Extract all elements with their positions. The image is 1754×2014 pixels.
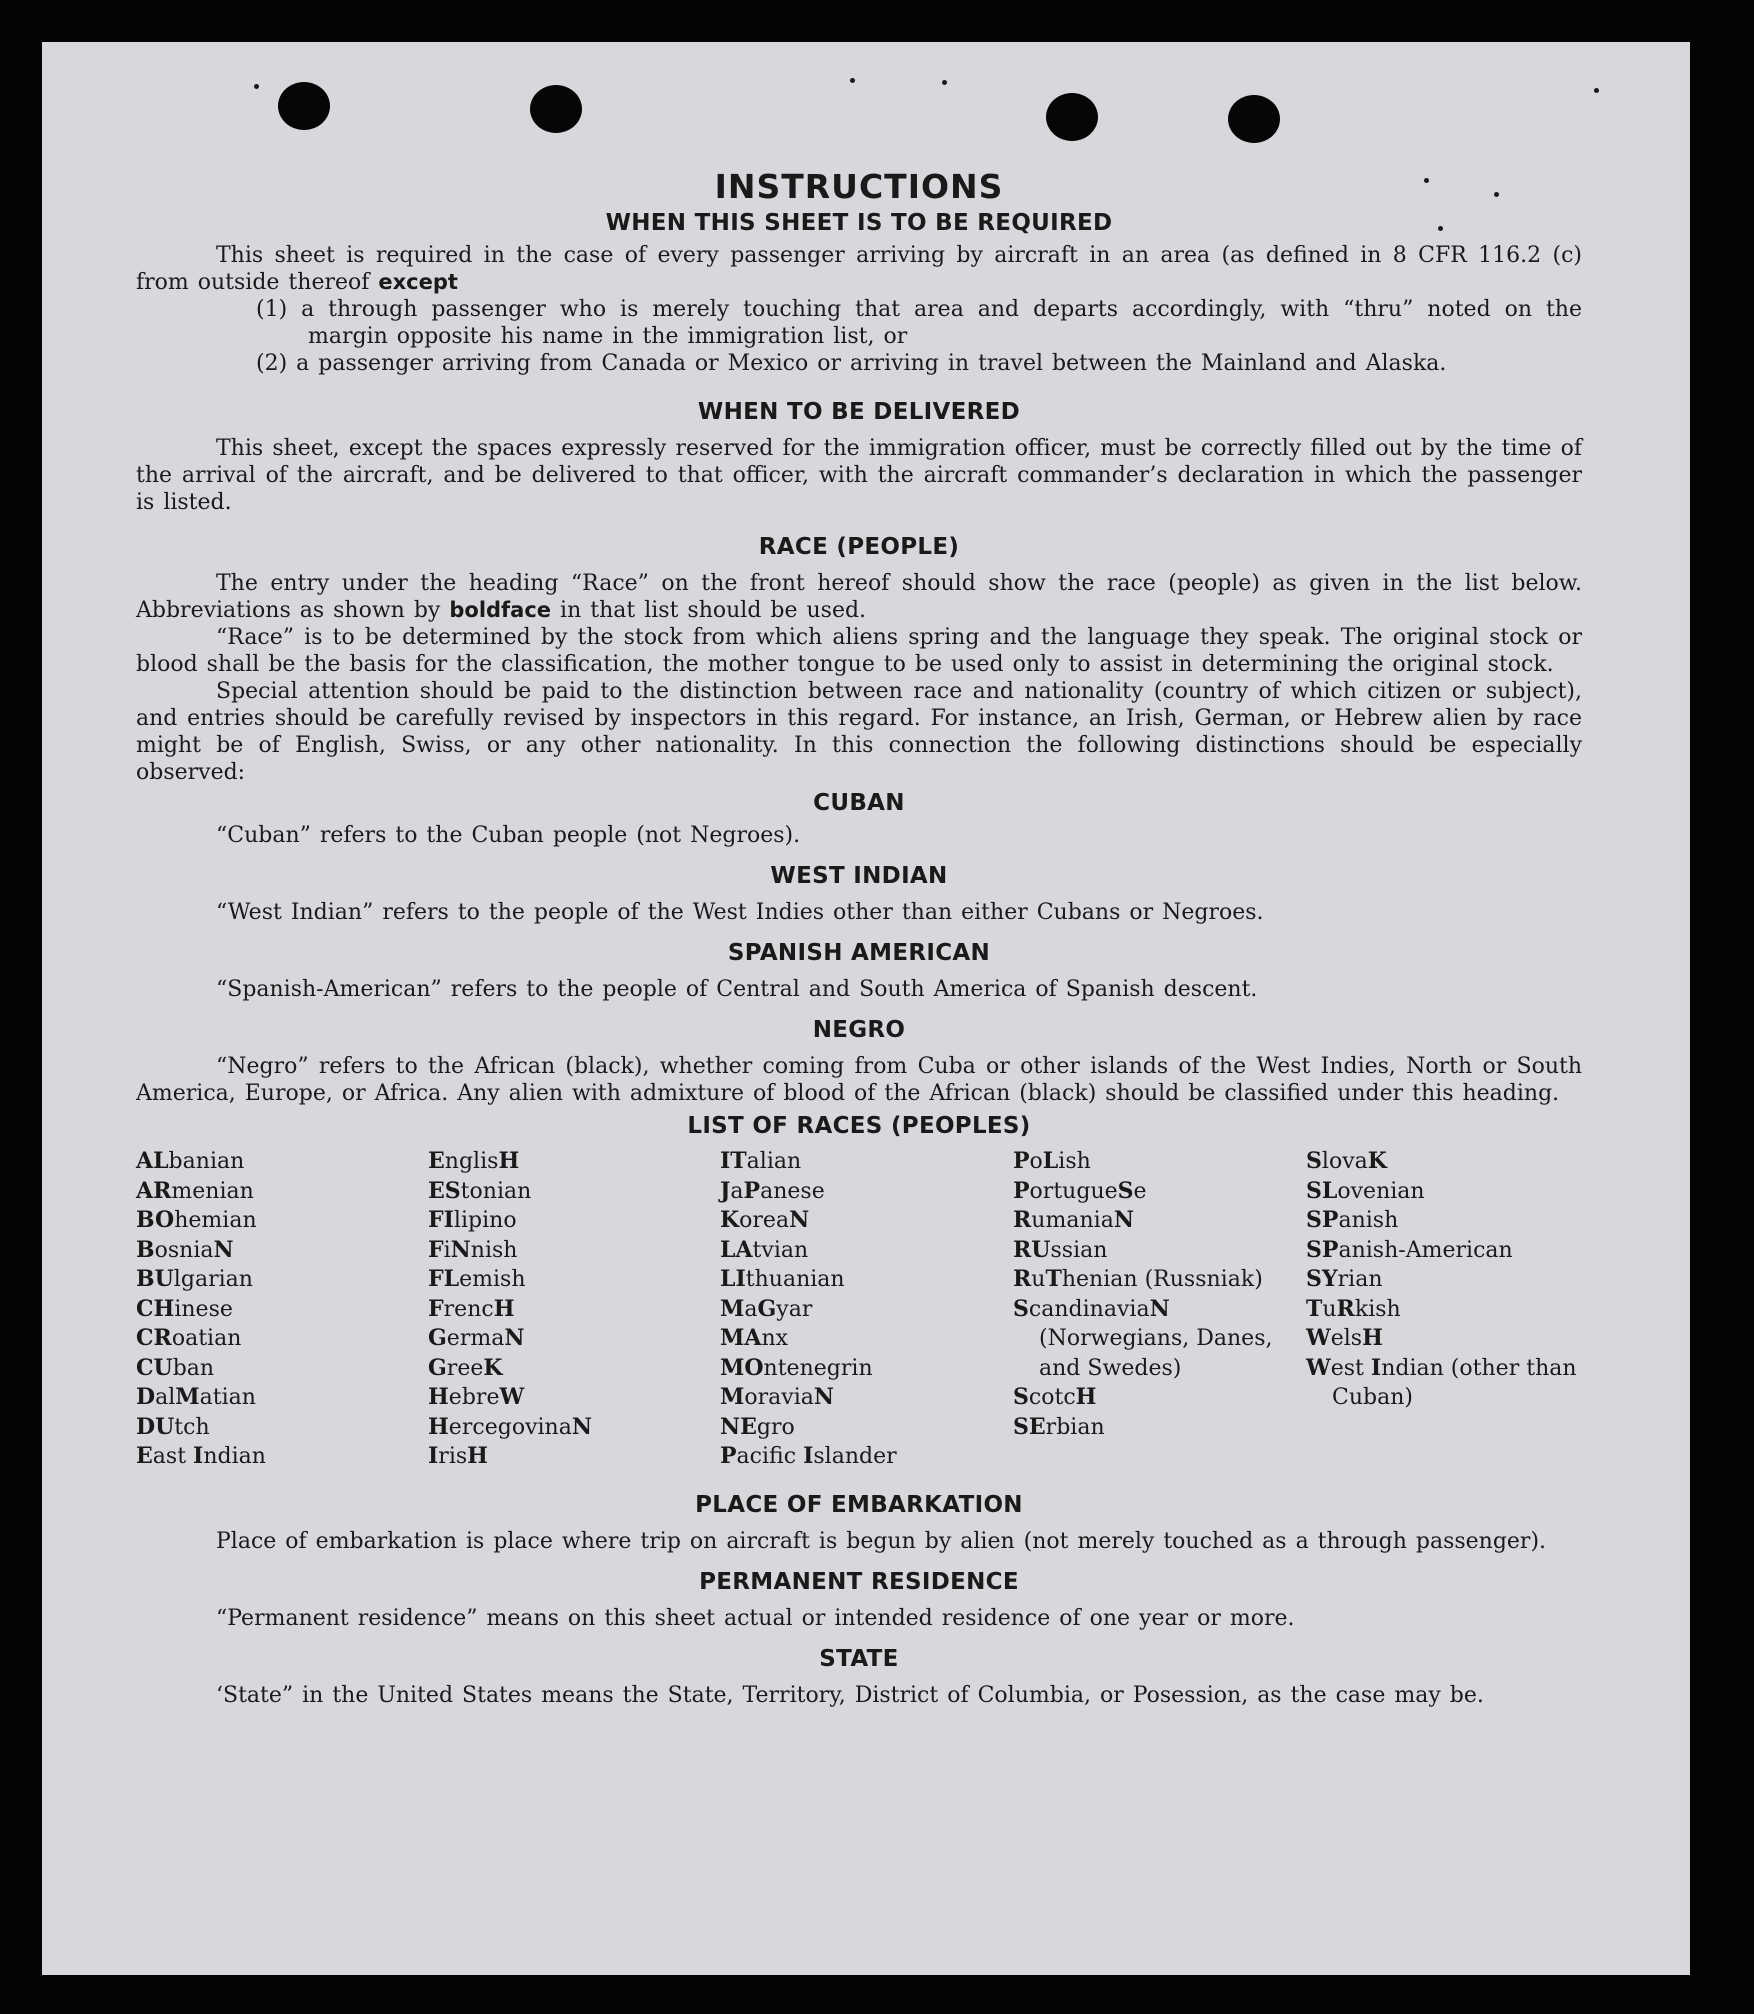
spanish-american-text: “Spanish-American” refers to the people of Central and South America of Spanish descent. [216, 977, 1258, 1002]
race-entry: ScotcH [1013, 1384, 1097, 1410]
punch-hole [530, 85, 582, 133]
race-entry: BUlgarian [136, 1266, 253, 1292]
races-column [136, 1147, 428, 1472]
race-entry: ScandinaviaN (Norwegians, Danes, and Swedes) [1013, 1295, 1273, 1381]
race-entry: TuRkish [1306, 1295, 1401, 1322]
races-column [1306, 1147, 1582, 1472]
heading-list-of-races: LIST OF RACES (PEOPLES) [687, 1113, 1031, 1139]
race-entry: West Indian (other than Cuban) [1306, 1354, 1577, 1410]
race-entry: BOhemian [136, 1207, 257, 1233]
race-entry: DUtch [136, 1413, 210, 1440]
race-entry: SErbian [1013, 1413, 1105, 1440]
race-entry: WelsH [1306, 1325, 1383, 1351]
race-entry: FLemish [428, 1266, 526, 1292]
races-column [428, 1147, 720, 1472]
page-title: INSTRUCTIONS [714, 167, 1004, 206]
race-entry: EStonian [428, 1177, 532, 1204]
west-indian-text: “West Indian” refers to the people of the West Indies other than either Cubans or Negroes. [216, 900, 1264, 925]
heading-when-required: WHEN THIS SHEET IS TO BE REQUIRED [605, 210, 1113, 236]
race-entry: BosniaN [136, 1236, 234, 1263]
race-entry: GermaN [428, 1325, 525, 1351]
races-column [1013, 1147, 1306, 1472]
race-entry: CUban [136, 1354, 215, 1381]
race-paragraph-1: The entry under the heading “Race” on the front hereof should show the race (people) as given in the list below. Abbreviations as shown by boldface in that list should be used. [136, 571, 1582, 623]
race-entry: Pacifc Islander [720, 1443, 897, 1469]
race-entry: ITalian [720, 1148, 802, 1174]
race-entry: HebreW [428, 1384, 525, 1410]
heading-west-indian: WEST INDIAN [770, 863, 948, 889]
race-entry: SPanish-American [1306, 1236, 1513, 1263]
race-entry: HercegovinaN [428, 1413, 592, 1440]
speck [942, 80, 947, 85]
speck [1594, 88, 1599, 93]
race-entry: East Indian [136, 1443, 266, 1469]
speck [850, 78, 855, 83]
required-item-1: (1) a through passenger who is merely touching that area and departs accordingly, with “thru” noted on the margin opposite his name in the immigration list, or [256, 297, 1582, 349]
cuban-text: “Cuban” refers to the Cuban people (not Negroes). [216, 823, 801, 848]
race-entry: GreeK [428, 1354, 503, 1381]
race-entry: FIlipino [428, 1207, 517, 1233]
race-entry: DalMatian [136, 1384, 256, 1410]
race-entry: KoreaN [720, 1207, 810, 1233]
heading-place-of-embarkation: PLACE OF EMBARKATION [695, 1491, 1023, 1518]
required-intro: This sheet is required in the case of every passenger arriving by aircraft in an area (as defined in 8 CFR 116.2 (c) from outside thereof except [136, 243, 1582, 295]
race-entry: RUssian [1013, 1236, 1108, 1263]
race-entry: SLovenian [1306, 1177, 1425, 1204]
race-entry: JaPanese [720, 1177, 825, 1204]
document-sheet [42, 42, 1690, 1975]
race-entry: ARmenian [136, 1177, 254, 1204]
race-entry: LIthuanian [720, 1266, 845, 1292]
heading-negro: NEGRO [812, 1017, 906, 1043]
race-entry: EnglisH [428, 1148, 520, 1174]
heading-when-delivered: WHEN TO BE DELIVERED [697, 399, 1021, 425]
races-column [720, 1147, 1013, 1472]
race-entry: ALbanian [136, 1148, 245, 1174]
race-entry: SPanish [1306, 1207, 1399, 1233]
embarkation-text: Place of embarkation is place where trip on aircraft is begun by alien (not merely touched as a through passenger). [216, 1528, 1547, 1554]
race-entry: MOntenegrin [720, 1354, 873, 1381]
race-entry: CRoatian [136, 1325, 242, 1351]
race-paragraph-2: “Race” is to be determined by the stock from which aliens spring and the language they speak. The original stock or blood shall be the basis for the classification, the mother tongue to be used only to assist in determining the original stock. [136, 625, 1582, 677]
race-entry: LAtvian [720, 1236, 809, 1263]
race-entry: MoraviaN [720, 1384, 834, 1410]
punch-hole [278, 82, 330, 130]
race-entry: RuThenian (Russniak) [1013, 1266, 1263, 1292]
race-entry: MaGyar [720, 1295, 813, 1322]
delivered-text: This sheet, except the spaces expressly reserved for the immigration officer, must be correctly filled out by the time of the arrival of the aircraft, and be delivered to that officer, with the aircraft commander’s declaration in which the passenger is listed. [136, 436, 1582, 515]
speck [254, 84, 259, 89]
heading-cuban: CUBAN [813, 790, 905, 816]
heading-permanent-residence: PERMANENT RESIDENCE [699, 1568, 1019, 1595]
race-entry: NEgro [720, 1413, 795, 1440]
race-entry: SYrian [1306, 1266, 1383, 1292]
punch-hole [1046, 93, 1098, 141]
race-entry: RumaniaN [1013, 1207, 1134, 1233]
race-paragraph-3: Special attention should be paid to the distinction between race and nationality (country of which citizen or subject), and entries should be carefully revised by inspectors in this regard. For instance, an Irish, German, or Hebrew alien by race might be of English, Swiss, or any other nationality. In this connection the following distinctions should be especially observed: [136, 679, 1582, 785]
race-entry: FiNnish [428, 1236, 518, 1263]
race-entry: SlovaK [1306, 1148, 1387, 1174]
race-entry: MAnx [720, 1325, 789, 1351]
heading-spanish-american: SPANISH AMERICAN [727, 940, 991, 966]
state-text: ‘State” in the United States means the State, Territory, District of Columbia, or Posession, as the case may be. [216, 1682, 1484, 1708]
race-entry: CHinese [136, 1295, 233, 1322]
heading-state: STATE [819, 1645, 899, 1672]
races-list [136, 1147, 1582, 1472]
race-entry: FrencH [428, 1295, 515, 1322]
race-entry: PoLish [1013, 1148, 1091, 1174]
race-entry: IrisH [428, 1443, 488, 1469]
punch-hole [1228, 95, 1280, 143]
heading-race: RACE (PEOPLE) [758, 534, 960, 560]
residence-text: “Permanent residence” means on this sheet actual or intended residence of one year or more. [216, 1605, 1295, 1631]
race-entry: PortugueSe [1013, 1177, 1147, 1204]
instructions-content [136, 167, 1582, 1709]
required-item-2: (2) a passenger arriving from Canada or Mexico or arriving in travel between the Mainland and Alaska. [256, 351, 1447, 376]
negro-text: “Negro” refers to the African (black), whether coming from Cuba or other islands of the West Indies, North or South America, Europe, or Africa. Any alien with admixture of blood of the African (black) should be classified under this heading. [136, 1054, 1582, 1106]
